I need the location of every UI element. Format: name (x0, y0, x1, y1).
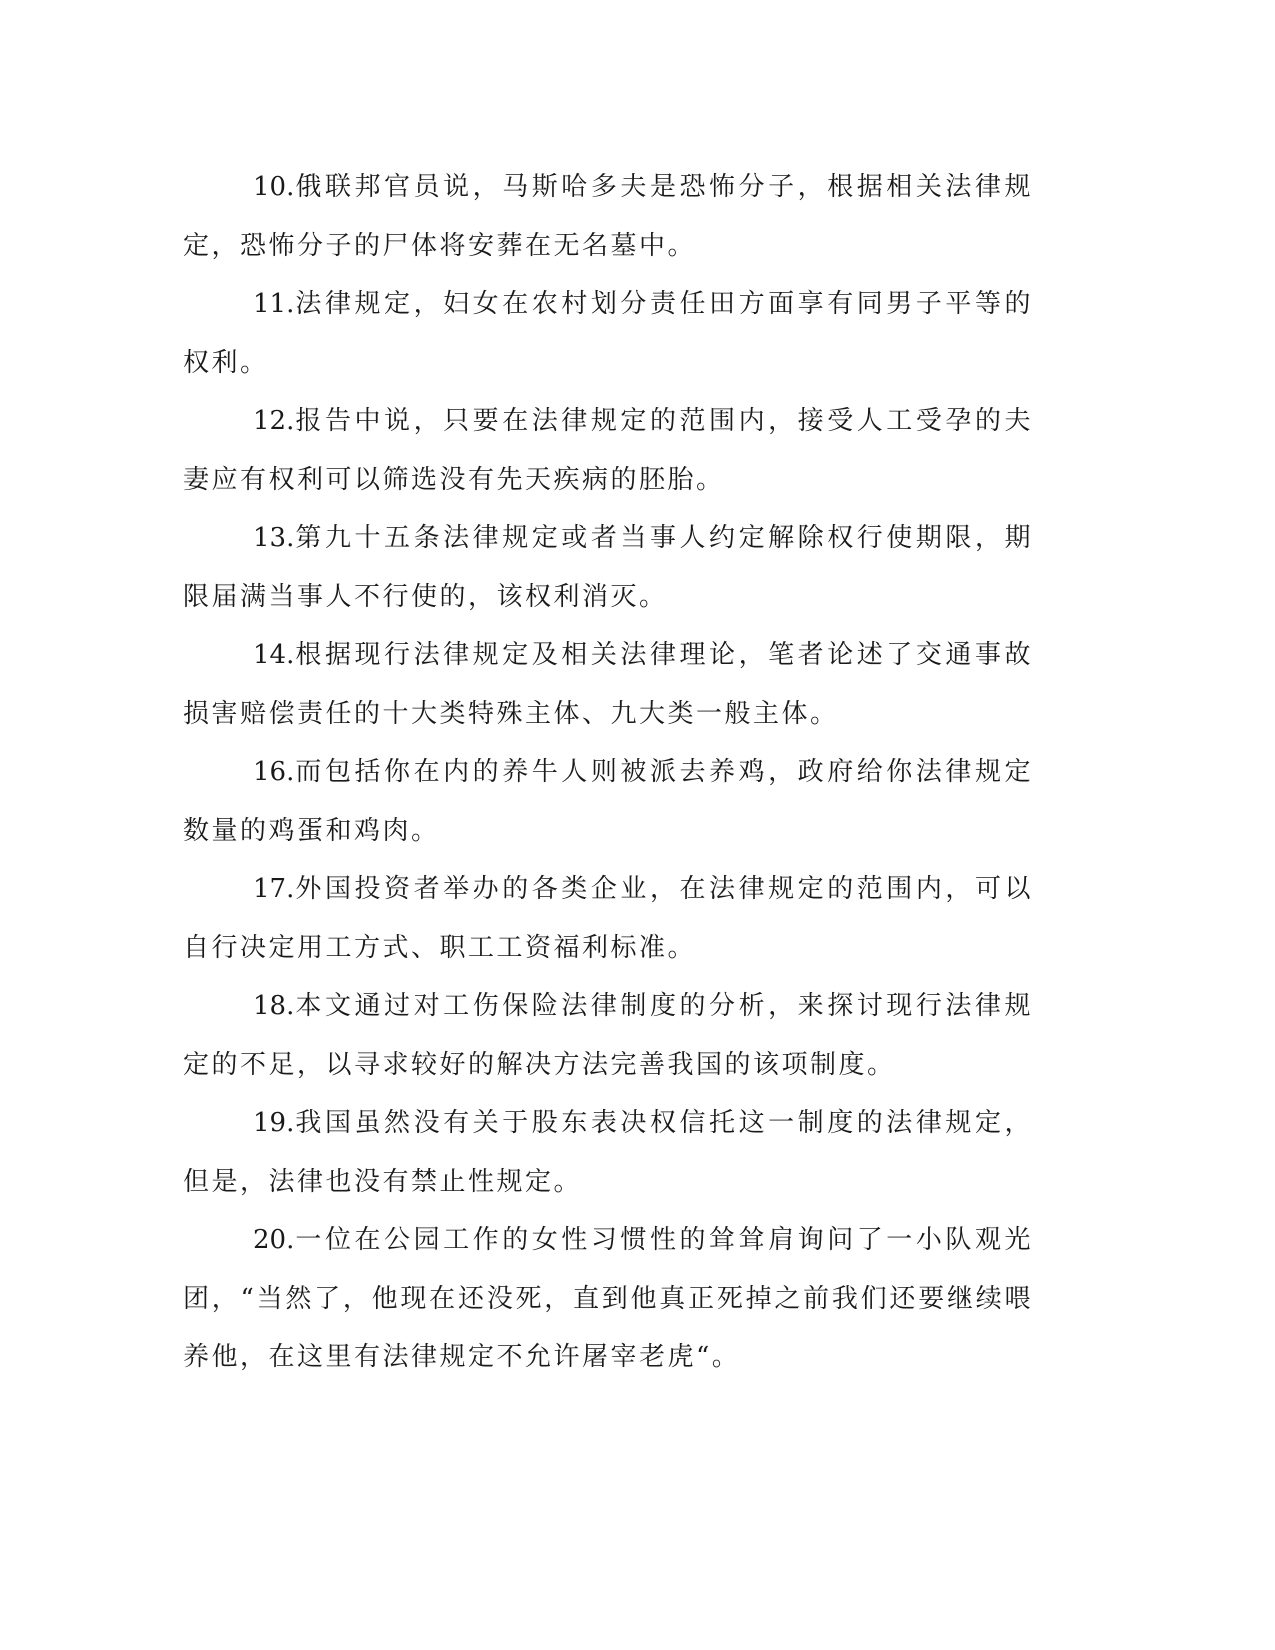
paragraph-19 (183, 1094, 1033, 1211)
paragraph-text: 一位在公园工作的女性习惯性的耸耸肩询问了一小队观光团，“当然了，他现在还没死，直到他真正死掉之前我们还要继续喂养他，在这里有法律规定不允许屠宰老虎“。 (183, 1225, 1033, 1372)
document-body (183, 158, 1033, 1387)
paragraph-number: 19. (253, 1108, 295, 1138)
paragraph-number: 12. (253, 406, 295, 436)
paragraph-number: 13. (253, 523, 295, 553)
paragraph-number: 20. (253, 1225, 295, 1255)
paragraph-18 (183, 977, 1033, 1094)
paragraph-10 (183, 158, 1033, 275)
paragraph-13 (183, 509, 1033, 626)
paragraph-text: 而包括你在内的养牛人则被派去养鸡，政府给你法律规定数量的鸡蛋和鸡肉。 (183, 757, 1033, 846)
paragraph-11 (183, 275, 1033, 392)
paragraph-20 (183, 1211, 1033, 1387)
paragraph-text: 外国投资者举办的各类企业，在法律规定的范围内，可以自行决定用工方式、职工工资福利标准。 (183, 874, 1033, 963)
paragraph-text: 法律规定，妇女在农村划分责任田方面享有同男子平等的权利。 (183, 289, 1033, 378)
paragraph-text: 根据现行法律规定及相关法律理论，笔者论述了交通事故损害赔偿责任的十大类特殊主体、九大类一般主体。 (183, 640, 1033, 729)
paragraph-number: 11. (253, 289, 295, 319)
paragraph-number: 10. (253, 172, 295, 202)
paragraph-16 (183, 743, 1033, 860)
paragraph-number: 17. (253, 874, 295, 904)
paragraph-14 (183, 626, 1033, 743)
paragraph-text: 俄联邦官员说，马斯哈多夫是恐怖分子，根据相关法律规定，恐怖分子的尸体将安葬在无名墓中。 (183, 172, 1033, 261)
paragraph-text: 报告中说，只要在法律规定的范围内，接受人工受孕的夫妻应有权利可以筛选没有先天疾病的胚胎。 (183, 406, 1033, 495)
paragraph-number: 18. (253, 991, 295, 1021)
paragraph-text: 第九十五条法律规定或者当事人约定解除权行使期限，期限届满当事人不行使的，该权利消灭。 (183, 523, 1033, 612)
paragraph-text: 我国虽然没有关于股东表决权信托这一制度的法律规定，但是，法律也没有禁止性规定。 (183, 1108, 1033, 1197)
paragraph-17 (183, 860, 1033, 977)
paragraph-12 (183, 392, 1033, 509)
paragraph-text: 本文通过对工伤保险法律制度的分析，来探讨现行法律规定的不足，以寻求较好的解决方法完善我国的该项制度。 (183, 991, 1033, 1080)
paragraph-number: 14. (253, 640, 295, 670)
paragraph-number: 16. (253, 757, 295, 787)
